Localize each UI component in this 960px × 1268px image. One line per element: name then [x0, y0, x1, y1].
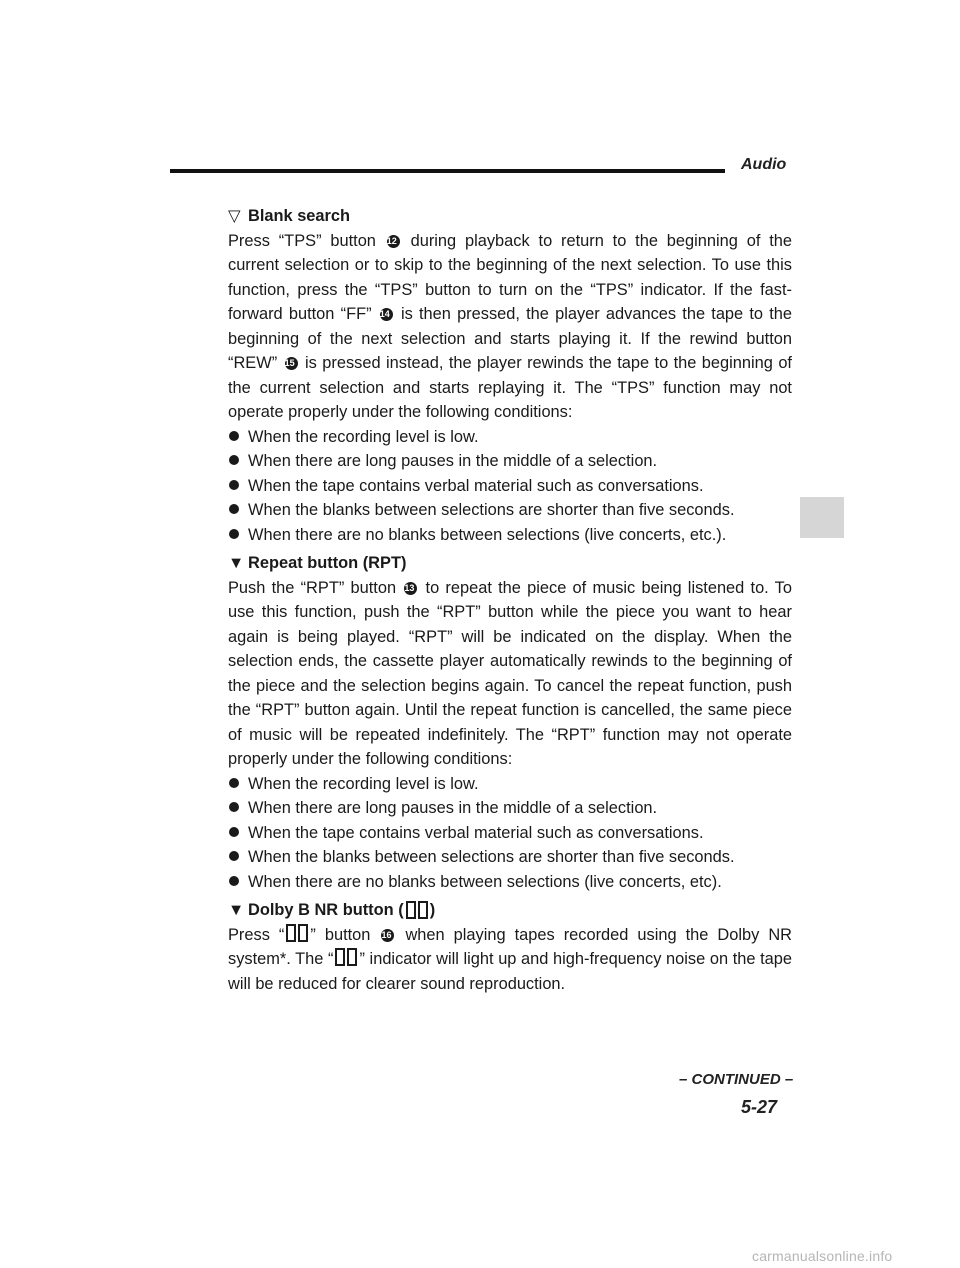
list-item: [228, 772, 792, 797]
bullet-icon: [229, 851, 239, 861]
text-run: is pressed instead, the player rewinds the tape to the beginning of the current selection and starts replaying it. The “TPS” function may not operate properly under the following conditions:: [228, 354, 792, 421]
text-run: Press “: [228, 925, 285, 944]
list-item: [228, 523, 792, 548]
list-item-text: When there are long pauses in the middle of a selection.: [248, 799, 658, 817]
list-item-text: When the recording level is low.: [248, 427, 479, 446]
section-heading: [228, 204, 792, 229]
list-item: [228, 449, 792, 474]
heading-text: Blank search: [248, 207, 351, 225]
heading-suffix: ): [429, 901, 436, 919]
list-item-text: When there are no blanks between selections (live concerts, etc.).: [248, 525, 727, 544]
list-item-text: When the tape contains verbal material such as conversations.: [248, 823, 704, 842]
list-item-text: When the tape contains verbal material such as conversations.: [248, 476, 704, 495]
watermark: carmanualsonline.info: [752, 1248, 893, 1264]
text-run: when playing tapes recorded using the Dolby NR system*. The “: [228, 925, 792, 968]
bullet-icon: [229, 431, 239, 441]
heading-text: Repeat button (RPT): [248, 554, 407, 572]
section-title: Audio: [741, 156, 787, 173]
list-item-text: When the recording level is low.: [248, 774, 479, 793]
list-item: [228, 870, 792, 895]
text-run: during playback to return to the beginning of the current selection or to skip to the beginning of the next selection. To use this function, press the “TPS” button to turn on the “TPS” indicator. If the fast-forward button “FF”: [228, 231, 792, 323]
list-item: [228, 498, 792, 523]
bullet-icon: [229, 480, 239, 490]
section: [228, 898, 792, 996]
text-run: is then pressed, the player advances the tape to the beginning of the next selection and starts playing it. If the rewind button “REW”: [228, 305, 793, 372]
circled-number-icon: 12: [387, 235, 400, 248]
list-item-text: When the blanks between selections are shorter than five seconds.: [248, 501, 735, 519]
body-paragraph: [228, 576, 792, 772]
dolby-icon: [335, 948, 357, 966]
bullet-icon: [229, 802, 239, 812]
heading-text: Dolby B NR button (: [248, 901, 404, 919]
section: [228, 551, 792, 894]
section-heading: [228, 551, 792, 576]
list-item-text: When there are long pauses in the middle of a selection.: [248, 452, 658, 470]
continued-label: – CONTINUED –: [679, 1071, 794, 1088]
section: [228, 204, 792, 547]
list-item-text: When the blanks between selections are shorter than five seconds.: [248, 848, 735, 866]
list-item: [228, 821, 792, 846]
chapter-tab: [800, 497, 844, 538]
condition-list: [228, 425, 792, 548]
bullet-icon: [229, 529, 239, 539]
list-item-text: When there are no blanks between selections (live concerts, etc).: [248, 872, 722, 891]
text-run: Press “TPS” button: [228, 231, 385, 250]
section-heading: [228, 898, 792, 923]
text-run: Push the “RPT” button: [228, 578, 403, 597]
circled-number-icon: 16: [381, 929, 394, 942]
bullet-icon: [229, 455, 239, 465]
bullet-icon: [229, 876, 239, 886]
body-paragraph: [228, 229, 792, 425]
bullet-icon: [229, 827, 239, 837]
text-run: ” indicator will light up and high-frequency noise on the tape will be reduced for clearer sound reproduction.: [228, 950, 792, 993]
body-paragraph: [228, 923, 792, 997]
text-run: ” button: [310, 925, 380, 944]
dolby-icon: [286, 924, 308, 942]
condition-list: [228, 772, 792, 895]
list-item: [228, 845, 792, 870]
filled-triangle-icon: ▼: [228, 554, 245, 572]
filled-triangle-icon: ▼: [228, 901, 245, 919]
list-item: [228, 474, 792, 499]
outline-triangle-icon: ▽: [228, 207, 241, 225]
list-item: [228, 425, 792, 450]
list-item: [228, 796, 792, 821]
circled-number-icon: 14: [380, 308, 393, 321]
circled-number-icon: 15: [285, 357, 298, 370]
page-content: [228, 204, 792, 996]
text-run: to repeat the piece of music being listened to. To use this function, push the “RPT” button while the piece you want to hear again is being played. “RPT” will be indicated on the display. When the selection ends, the cassette player automatically rewinds to the beginning of the piece and the selection begins again. To cancel the repeat function, push the “RPT” button again. Until the repeat function is cancelled, the same piece of music will be repeated indefinitely. The “RPT” function may not operate properly under the following conditions:: [228, 578, 792, 768]
dolby-icon: [406, 901, 428, 919]
page-number: 5-27: [741, 1097, 778, 1117]
bullet-icon: [229, 778, 239, 788]
circled-number-icon: 13: [404, 582, 417, 595]
header-rule: [170, 169, 725, 173]
bullet-icon: [229, 504, 239, 514]
